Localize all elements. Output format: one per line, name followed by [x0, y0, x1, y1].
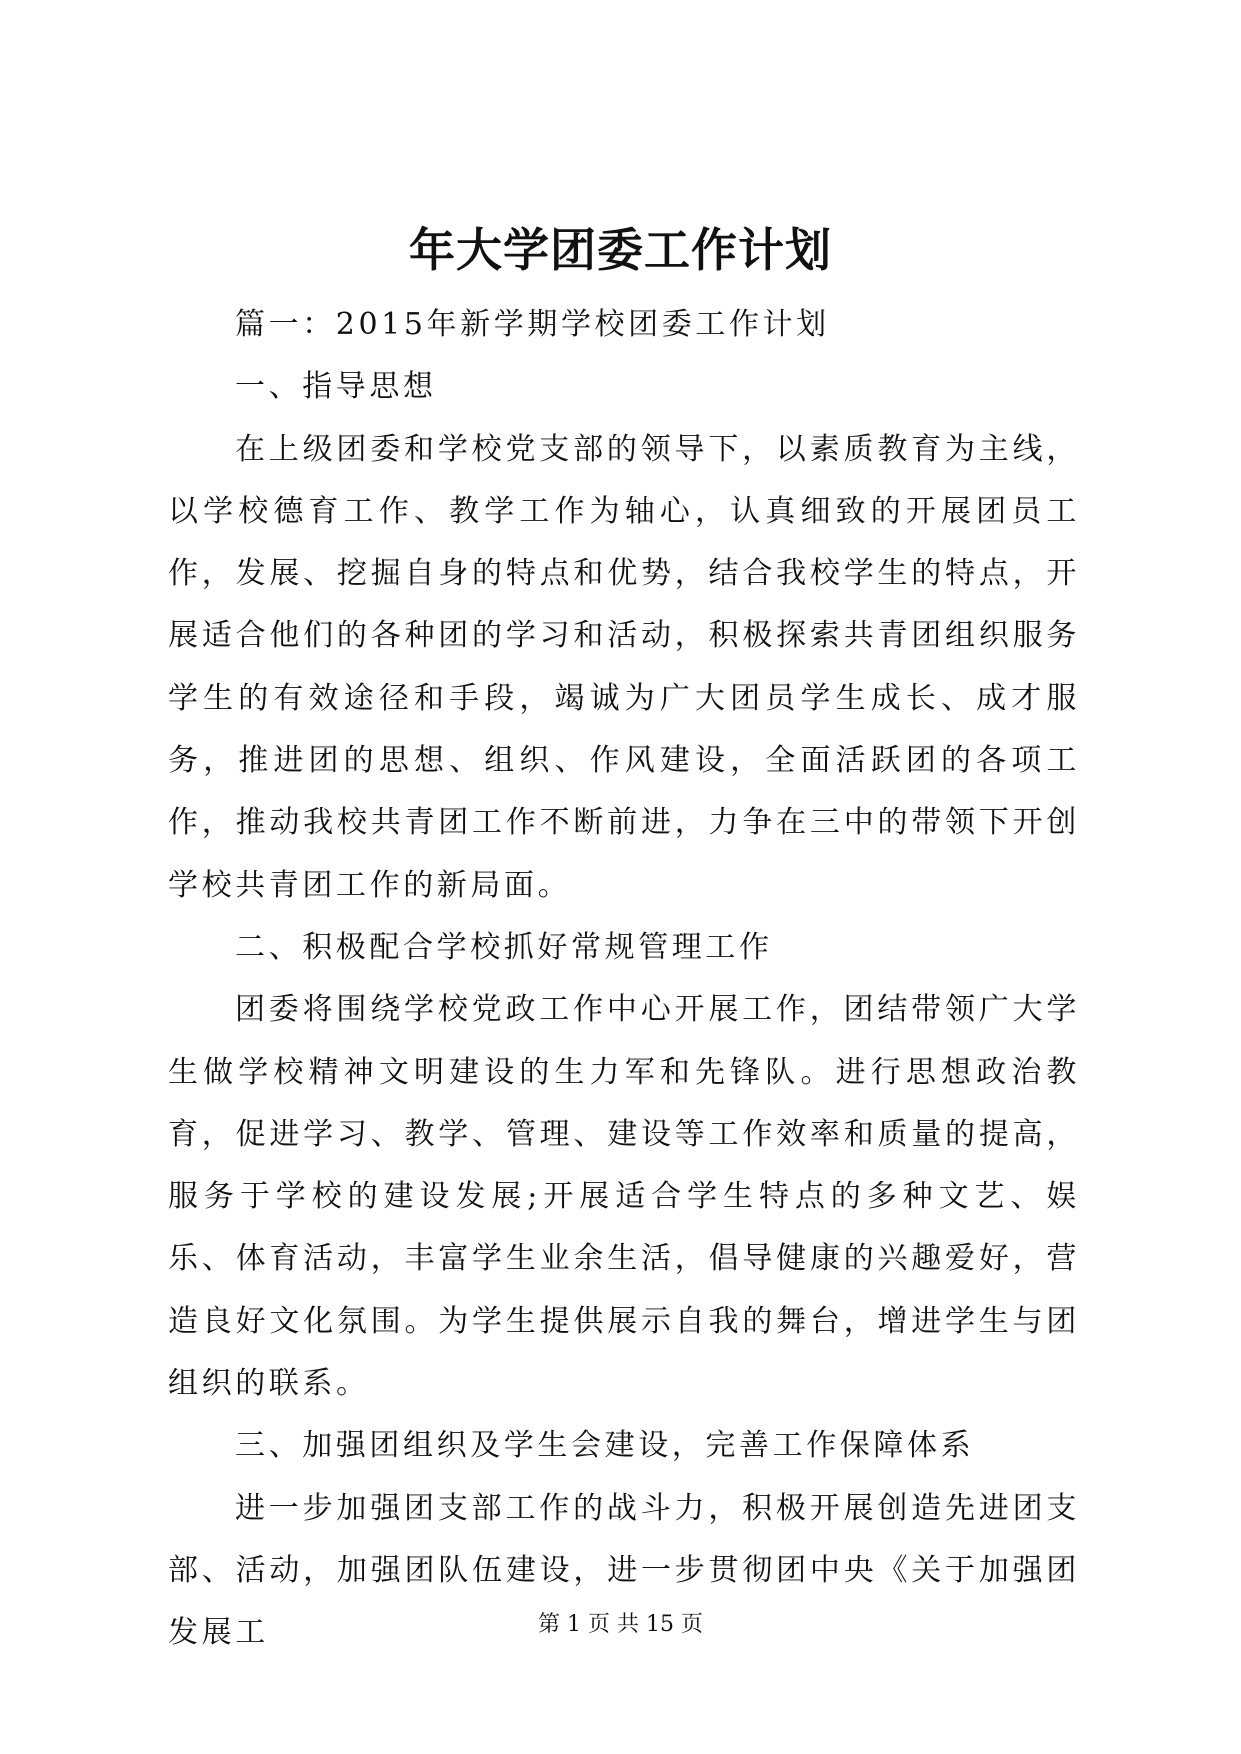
document-body: [168, 294, 1080, 1665]
paragraph-section-heading: 篇一：2015年新学期学校团委工作计划: [235, 307, 830, 342]
paragraph-body: 在上级团委和学校党支部的领导下，以素质教育为主线，以学校德育工作、教学工作为轴心，认真细致的开展团员工作，发展、挖掘自身的特点和优势，结合我校学生的特点，开展适合他们的各种团的学习和活动，积极探索共青团组织服务学生的有效途径和手段，竭诚为广大团员学生成长、成才服务，推进团的思想、组织、作风建设，全面活跃团的各项工作，推动我校共青团工作不断前进，力争在三中的带领下开创学校共青团工作的新局面。: [168, 431, 1080, 903]
paragraph-heading-2: 二、积极配合学校抓好常规管理工作: [235, 929, 773, 965]
paragraph-heading-1: 一、指导思想: [235, 369, 437, 405]
page-footer: 第 1 页 共 15 页: [538, 1612, 703, 1637]
paragraph-body: 进一步加强团支部工作的战斗力，积极开展创造先进团支部、活动，加强团队伍建设，进一步贯彻团中央《关于加强团发展工: [168, 1490, 1080, 1651]
document-title: 年大学团委工作计划: [409, 223, 832, 277]
paragraph-body: 团委将围绕学校党政工作中心开展工作，团结带领广大学生做学校精神文明建设的生力军和先锋队。进行思想政治教育，促进学习、教学、管理、建设等工作效率和质量的提高，服务于学校的建设发展;开展适合学生特点的多种文艺、娱乐、体育活动，丰富学生业余生活，倡导健康的兴趣爱好，营造良好文化氛围。为学生提供展示自我的舞台，增进学生与团组织的联系。: [168, 992, 1080, 1402]
paragraph-heading-3: 三、加强团组织及学生会建设，完善工作保障体系: [235, 1428, 975, 1464]
